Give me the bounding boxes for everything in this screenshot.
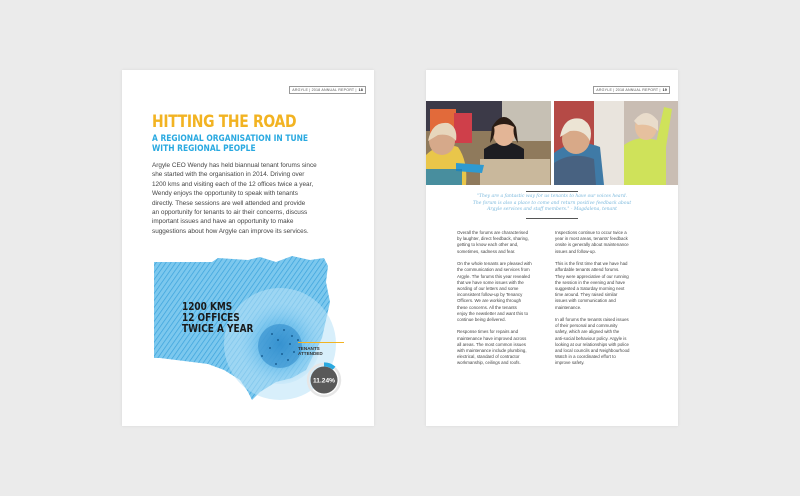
intro-line: Argyle CEO Wendy has held biannual tenant forums since: [152, 162, 317, 169]
intro-line: 1200 kms and visiting each of the 12 offices twice a year,: [152, 180, 314, 188]
forum-photo-left: [426, 101, 551, 185]
quote-rule-top: [526, 191, 578, 192]
intro-paragraph: [152, 161, 364, 236]
page-header-tag: [289, 86, 366, 94]
intro-line: important issues and have an opportunity to make: [152, 218, 294, 226]
quote-line: Argyle services and staff members." - Magdalena, tenant: [487, 207, 617, 213]
intro-line: directly. These sessions are well attended and provide: [152, 199, 306, 207]
report-page-right: [426, 70, 678, 426]
stat-line: 1200 KMS: [182, 301, 233, 313]
header-tag-text: ARGYLE | 2018 ANNUAL REPORT |: [596, 88, 661, 92]
quote-rule-bottom: [526, 218, 578, 219]
body-paragraph: Overall the forums are characterised by laughter, direct feedback, sharing, getting to know each other and, sometimes, sadness and fear.: [457, 230, 529, 254]
tenants-label-line: TENANTS: [298, 346, 320, 351]
donut-percent-label: 11.24%: [313, 377, 335, 385]
body-paragraph: This is the first time that we have had affordable tenants attend forums. They were appreciative of our running the session in the evening and have suggested a Saturday morning next time around. They raised similar issues with communication and maintenance.: [555, 261, 629, 310]
stat-line: 12 OFFICES: [182, 312, 240, 324]
tenants-donut-chart: [306, 362, 342, 398]
body-column-2: [555, 230, 649, 373]
stat-line: TWICE A YEAR: [182, 323, 254, 335]
page-number: 19: [662, 88, 667, 92]
body-paragraph: In all forums the tenants raised issues of their personal and community safety, which are aligned with the anti-social behaviour policy. Argyle is looking at our relationships with police and local councils and Neighbourhood Watch in a coordinated effort to improve safety.: [555, 317, 630, 366]
intro-line: suggestions about how Argyle can improve its services.: [152, 227, 309, 235]
report-page-left: [122, 70, 374, 426]
header-tag-text: ARGYLE | 2018 ANNUAL REPORT |: [292, 88, 357, 92]
subtitle-line: A REGIONAL ORGANISATION IN TUNE: [152, 133, 309, 144]
intro-line: an opportunity for tenants to air their concerns, discuss: [152, 209, 308, 217]
page-number: 18: [358, 88, 363, 92]
tenant-quote: [458, 194, 646, 214]
intro-line: Wendy enjoys the opportunity to speak with tenants: [152, 190, 298, 198]
page-title: HITTING THE ROAD: [152, 112, 297, 132]
page-header-tag: [593, 86, 670, 94]
body-column-1: [457, 230, 551, 373]
body-paragraph: Inspections continue to occur twice a year in most areas, tenants' feedback onsite is generally about maintenance issues and follow-up.: [555, 230, 629, 254]
forum-photo-right: [554, 101, 678, 185]
tenants-label: [298, 346, 323, 356]
quote-line: The forum is also a place to come and return positive feedback about: [472, 200, 632, 206]
tenants-divider: [298, 342, 344, 343]
body-paragraph: On the whole tenants are pleased with the communication and services from Argyle. The forums this year revealed that we have some issues with the wording of our letters and some inconsistent follow-up by Tenancy Officers. We are working through these concerns. All the tenants enjoy the newsletter and want this to continue being delivered.: [457, 261, 532, 322]
distance-stat: [182, 302, 253, 335]
subtitle-line: WITH REGIONAL PEOPLE: [152, 143, 256, 154]
body-paragraph: Response times for repairs and maintenance have improved across all areas. The most common issues with maintenance include plumbing, electrical, standard of contractor workmanship, ceilings and roofs.: [457, 329, 527, 366]
intro-line: she started with the organisation in 2014. Driving over: [152, 171, 305, 179]
page-subtitle: [152, 134, 332, 154]
quote-line: "They are a fantastic way for us tenants to have our voices heard.: [476, 194, 628, 199]
tenants-label-line: ATTENDED: [298, 351, 323, 357]
